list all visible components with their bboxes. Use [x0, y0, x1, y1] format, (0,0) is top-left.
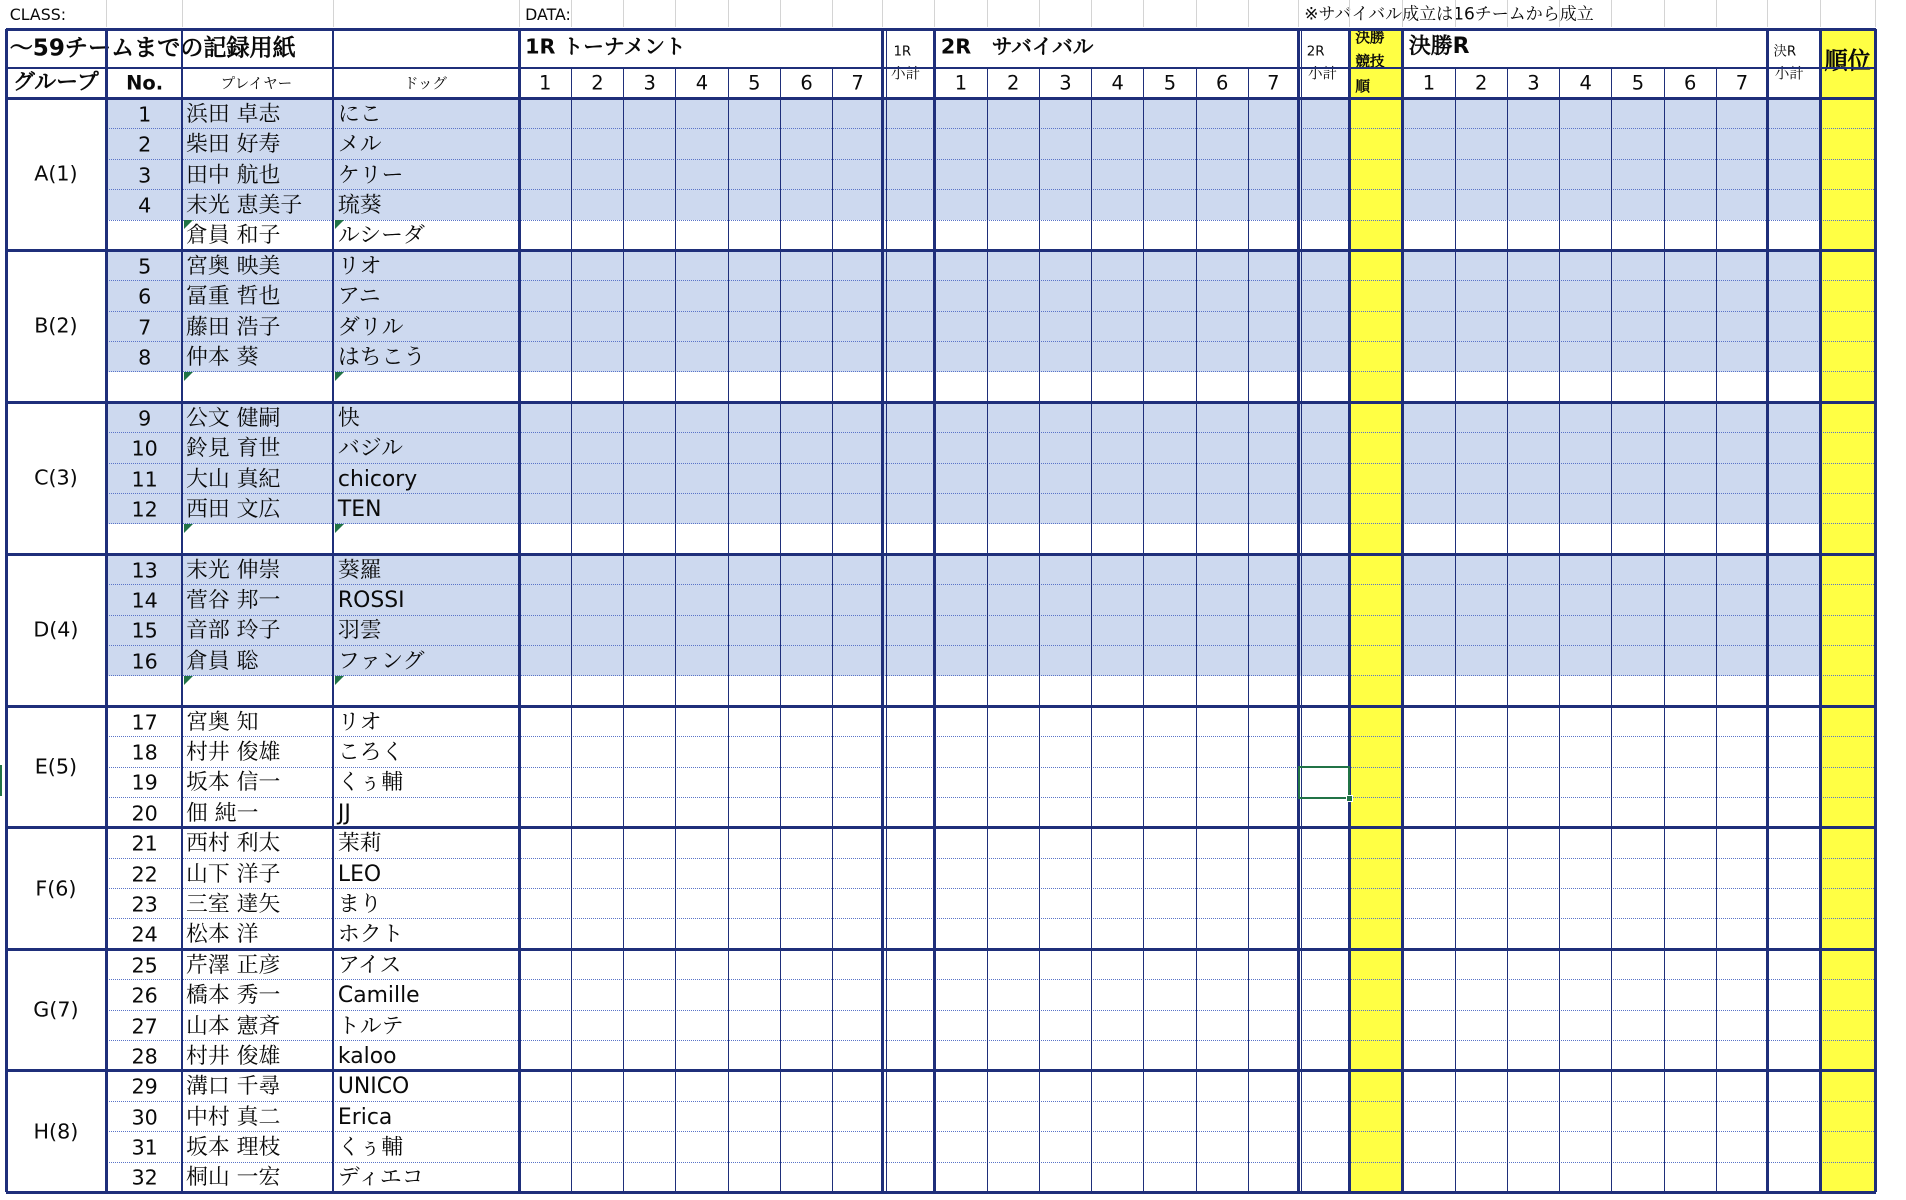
top-gridline [1455, 0, 1456, 27]
player-number: 7 [138, 315, 152, 340]
dog-name: トルテ [337, 1013, 404, 1039]
group-border [6, 826, 1876, 829]
top-gridline [571, 0, 572, 27]
top-gridline [106, 0, 107, 27]
row-separator [107, 159, 1876, 160]
top-gridline [1664, 0, 1665, 27]
run-number-header: 5 [748, 70, 761, 94]
round2-subtotal-header: 小計 [1307, 66, 1338, 84]
row-separator [107, 1101, 1876, 1102]
player-name: 音部 玲子 [185, 618, 281, 644]
player-name: 山本 憲斉 [185, 1013, 281, 1039]
column-border [332, 29, 334, 1192]
row-separator [107, 979, 1876, 980]
top-gridline [1039, 0, 1040, 27]
top-gridline [1402, 0, 1403, 27]
survival-note: ※サバイバル成立は16チームから成立 [1304, 4, 1594, 25]
fill-handle[interactable] [1346, 795, 1353, 802]
run-number-header: 4 [1579, 70, 1592, 94]
dog-name: ケリー [337, 162, 404, 188]
group-border [6, 553, 1876, 556]
top-gridline [1143, 0, 1144, 27]
player-number: 14 [131, 588, 158, 613]
top-gridline [882, 0, 883, 27]
player-name: 溝口 千尋 [185, 1074, 281, 1100]
player-number: 6 [138, 284, 152, 309]
player-number: 31 [131, 1135, 158, 1160]
run-column-border [1039, 68, 1040, 1192]
group-border [6, 249, 1876, 252]
dog-name: はちこう [337, 345, 426, 371]
run-column-border [1143, 68, 1144, 1192]
dog-name: 快 [337, 405, 360, 431]
active-cell-selection[interactable] [1298, 766, 1350, 799]
row-separator [107, 311, 1876, 312]
row-selection-marker [0, 765, 2, 797]
player-number: 25 [131, 953, 158, 978]
column-border [1819, 29, 1822, 1192]
header-divider [6, 67, 333, 69]
run-number-header: 2 [1006, 70, 1020, 94]
player-number: 22 [131, 862, 158, 887]
column-border [1766, 29, 1769, 1192]
group-label: B(2) [34, 314, 78, 339]
player-name: 村井 俊雄 [185, 740, 281, 766]
player-name: 橋本 秀一 [185, 983, 281, 1009]
run-number-header: 7 [1267, 70, 1280, 94]
group-label: H(8) [33, 1119, 79, 1144]
comment-indicator [335, 524, 344, 533]
player-name: 公文 健嗣 [185, 405, 281, 431]
dog-name: 琉葵 [337, 193, 382, 219]
top-gridline [1507, 0, 1508, 27]
top-gridline [1716, 0, 1717, 27]
no-header: No. [126, 70, 164, 94]
run-number-header: 4 [1111, 70, 1124, 94]
row-separator [107, 371, 1876, 372]
player-number: 11 [131, 467, 158, 492]
player-number: 30 [131, 1105, 158, 1130]
dog-name: メル [337, 132, 382, 158]
player-number: 12 [131, 497, 158, 522]
row-separator [107, 432, 1876, 433]
player-number: 10 [131, 436, 158, 461]
player-number: 16 [131, 649, 158, 674]
class-label: CLASS: [9, 4, 67, 24]
top-gridline [1298, 0, 1299, 27]
top-gridline [728, 0, 729, 27]
run-column-border [780, 68, 781, 1192]
top-gridline [987, 0, 988, 27]
top-gridline [1091, 0, 1092, 27]
column-border [1348, 29, 1351, 1192]
player-number: 20 [131, 801, 158, 826]
player-name: 浜田 卓志 [185, 101, 281, 127]
group-border [6, 1191, 1876, 1194]
top-gridline [832, 0, 833, 27]
run-number-header: 4 [695, 70, 709, 94]
top-gridline [675, 0, 676, 27]
rank-column [1821, 29, 1876, 1192]
column-border [5, 29, 8, 1192]
player-number: 24 [131, 923, 158, 948]
dog-name: ころく [337, 740, 404, 766]
group-label: F(6) [35, 876, 77, 901]
dog-name: kaloo [337, 1043, 397, 1069]
row-fill [107, 372, 1821, 402]
row-separator [107, 341, 1876, 342]
top-gridline [333, 0, 334, 27]
dog-name: ダリル [337, 314, 404, 340]
round2-subtotal-header: 2R [1306, 44, 1325, 60]
dog-name: リオ [337, 709, 382, 735]
player-name: 坂本 理枝 [185, 1135, 281, 1161]
player-name: 柴田 好寿 [185, 132, 281, 158]
row-separator [107, 675, 1876, 676]
row-separator [107, 189, 1876, 190]
row-fill [107, 797, 1821, 827]
run-number-header: 1 [954, 70, 968, 94]
row-separator [107, 1162, 1876, 1163]
row-separator [107, 918, 1876, 919]
player-number: 32 [131, 1166, 158, 1191]
row-separator [107, 128, 1876, 129]
run-number-header: 1 [538, 70, 552, 94]
player-number: 19 [131, 771, 158, 796]
player-name: 三室 達矢 [185, 892, 281, 918]
row-fill [107, 402, 1821, 432]
final-subtotal-header: 決R [1773, 44, 1797, 60]
dog-name: くぅ輔 [337, 1135, 404, 1161]
round1-subtotal-header: 小計 [891, 66, 921, 84]
dog-name: リオ [337, 253, 382, 279]
player-number: 26 [131, 983, 158, 1008]
player-number: 21 [131, 831, 158, 856]
run-number-header: 3 [1527, 70, 1540, 94]
final-order-header: 競技 [1355, 53, 1385, 71]
run-number-header: 3 [643, 70, 656, 94]
column-border [1301, 29, 1302, 1192]
dog-name: にこ [337, 101, 382, 127]
player-number: 17 [131, 710, 158, 735]
dog-name: くぅ輔 [337, 770, 404, 796]
group-border [6, 705, 1876, 708]
row-separator [107, 220, 1876, 221]
player-name: 村井 俊雄 [185, 1043, 281, 1069]
run-column-border [1611, 68, 1612, 1192]
player-number: 3 [138, 163, 152, 188]
run-column-border [1455, 68, 1456, 1192]
player-name: 宮奥 映美 [185, 253, 281, 279]
dog-name: バジル [337, 436, 403, 462]
player-name: 松本 洋 [185, 922, 259, 948]
run-number-header: 5 [1631, 70, 1645, 94]
comment-indicator [335, 372, 344, 381]
player-name: 田中 航也 [185, 162, 281, 188]
run-column-border [1664, 68, 1665, 1192]
player-header: プレイヤー [220, 75, 293, 93]
row-separator [107, 523, 1876, 524]
dog-name: ファング [337, 648, 425, 674]
player-name: 中村 真二 [185, 1104, 281, 1130]
player-name: 倉員 聡 [185, 648, 259, 674]
run-column-border [1091, 68, 1092, 1192]
run-column-border [987, 68, 988, 1192]
final-subtotal-header: 小計 [1774, 66, 1804, 84]
comment-indicator [184, 220, 193, 229]
group-label: D(4) [33, 617, 79, 642]
run-column-border [728, 68, 729, 1192]
column-border [933, 29, 936, 1192]
player-number: 18 [131, 740, 158, 765]
player-number: 15 [131, 619, 158, 644]
top-gridline [623, 0, 624, 27]
top-gridline [780, 0, 781, 27]
player-number: 29 [131, 1074, 158, 1099]
run-column-border [1196, 68, 1197, 1192]
column-border [886, 29, 887, 1192]
dog-name: 茉莉 [337, 831, 382, 857]
row-separator [107, 797, 1876, 798]
dog-name: ルシーダ [337, 223, 425, 249]
player-number: 9 [138, 406, 152, 431]
row-separator [107, 767, 1876, 768]
column-border [1297, 29, 1300, 1192]
comment-indicator [335, 676, 344, 685]
player-name: 西村 利太 [185, 831, 281, 857]
run-column-border [1507, 68, 1508, 1192]
column-border [181, 29, 183, 1192]
dog-header: ドッグ [403, 75, 448, 93]
top-gridline [1611, 0, 1612, 27]
player-name: 宮奥 知 [185, 709, 259, 735]
player-name: 山下 洋子 [185, 861, 281, 887]
run-number-header: 2 [591, 70, 604, 94]
comment-indicator [184, 676, 193, 685]
column-border [105, 29, 108, 1192]
top-gridline [934, 0, 935, 27]
run-number-header: 6 [800, 70, 813, 94]
row-separator [107, 584, 1876, 585]
player-number: 27 [131, 1014, 158, 1039]
run-number-header: 7 [851, 70, 864, 94]
column-border [881, 29, 884, 1192]
dog-name: TEN [337, 496, 382, 522]
run-number-header: 6 [1684, 70, 1697, 94]
column-border [1401, 29, 1404, 1192]
row-separator [107, 1010, 1876, 1011]
dog-name: 羽雲 [337, 618, 382, 644]
top-gridline [1559, 0, 1560, 27]
row-separator [107, 463, 1876, 464]
top-gridline [1820, 0, 1821, 27]
rank-header: 順位 [1824, 48, 1871, 75]
round1-header: 1R トーナメント [525, 35, 686, 60]
dog-name: ホクト [337, 922, 404, 948]
row-fill [107, 676, 1821, 706]
player-name: 西田 文広 [185, 496, 281, 522]
group-border [6, 401, 1876, 404]
sheet-title: 〜59チームまでの記録用紙 [9, 35, 296, 62]
top-gridline [1196, 0, 1197, 27]
player-number: 5 [138, 254, 152, 279]
comment-indicator [335, 220, 344, 229]
run-column-border [1559, 68, 1560, 1192]
player-name: 菅谷 邦一 [185, 588, 281, 614]
dog-name: Camille [337, 983, 420, 1009]
player-number: 28 [131, 1044, 158, 1069]
dog-name: まり [337, 892, 382, 918]
top-gridline [519, 0, 520, 27]
player-name: 芹澤 正彦 [185, 952, 281, 978]
header-top-border [6, 28, 1876, 31]
row-separator [107, 615, 1876, 616]
group-label: A(1) [34, 162, 78, 187]
top-gridline [1349, 0, 1350, 27]
comment-indicator [184, 524, 193, 533]
run-column-border [832, 68, 833, 1192]
run-column-border [675, 68, 676, 1192]
player-name: 末光 恵美子 [185, 193, 303, 219]
dog-name: chicory [337, 466, 418, 492]
final-round-header: 決勝R [1408, 34, 1470, 60]
row-fill [107, 524, 1821, 554]
row-separator [107, 888, 1876, 889]
column-border [1874, 29, 1877, 1192]
player-name: 大山 真紀 [185, 466, 281, 492]
player-name: 桐山 一宏 [185, 1165, 281, 1191]
player-name: 藤田 浩子 [185, 314, 281, 340]
row-separator [107, 645, 1876, 646]
row-separator [107, 280, 1876, 281]
header-divider [333, 67, 1876, 69]
dog-name: アイス [337, 952, 402, 978]
group-label: C(3) [34, 465, 78, 490]
top-gridline [182, 0, 183, 27]
top-gridline [1875, 0, 1876, 27]
row-separator [107, 493, 1876, 494]
dog-name: LEO [337, 861, 382, 887]
group-header: グループ [13, 69, 99, 95]
row-separator [107, 858, 1876, 859]
player-name: 倉員 和子 [185, 223, 281, 249]
player-name: 佃 純一 [185, 800, 259, 826]
run-number-header: 2 [1474, 70, 1488, 94]
player-name: 仲本 葵 [185, 345, 259, 371]
player-number: 4 [138, 193, 152, 218]
player-number: 13 [131, 558, 158, 583]
run-number-header: 3 [1059, 70, 1072, 94]
player-number: 2 [138, 132, 152, 157]
dog-name: ROSSI [337, 588, 405, 614]
run-number-header: 6 [1216, 70, 1229, 94]
column-border [518, 29, 521, 1192]
player-number: 23 [131, 892, 158, 917]
player-name: 末光 伸崇 [185, 557, 281, 583]
player-name: 坂本 信一 [185, 770, 281, 796]
player-name: 鈴見 育世 [185, 436, 281, 462]
run-number-header: 1 [1422, 70, 1436, 94]
final-order-header: 決勝 [1355, 29, 1385, 47]
run-column-border [623, 68, 624, 1192]
comment-indicator [184, 372, 193, 381]
run-column-border [1716, 68, 1717, 1192]
group-border [6, 1069, 1876, 1072]
dog-name: UNICO [337, 1074, 410, 1100]
group-label: E(5) [34, 754, 78, 779]
player-name: 冨重 哲也 [185, 284, 281, 310]
player-number: 1 [138, 102, 152, 127]
header-bottom-border [6, 97, 1876, 100]
row-separator [107, 1131, 1876, 1132]
row-separator [107, 736, 1876, 737]
group-border [6, 948, 1876, 951]
dog-name: アニ [337, 284, 381, 310]
run-number-header: 7 [1735, 70, 1749, 94]
top-gridline [1248, 0, 1249, 27]
run-number-header: 5 [1163, 70, 1177, 94]
final-order-column [1349, 29, 1402, 1192]
dog-name: ディエコ [337, 1165, 424, 1191]
dog-name: JJ [337, 800, 351, 826]
top-gridline [1767, 0, 1768, 27]
round1-subtotal-header: 1R [893, 44, 912, 60]
run-column-border [1248, 68, 1249, 1192]
player-number: 8 [138, 345, 152, 370]
final-order-header: 順 [1355, 78, 1370, 96]
run-column-border [571, 68, 572, 1192]
row-separator [107, 1040, 1876, 1041]
dog-name: 葵羅 [337, 557, 382, 583]
group-label: G(7) [33, 997, 79, 1022]
data-label: DATA: [525, 4, 571, 24]
dog-name: Erica [337, 1104, 393, 1130]
round2-header: 2R サバイバル [940, 35, 1094, 60]
